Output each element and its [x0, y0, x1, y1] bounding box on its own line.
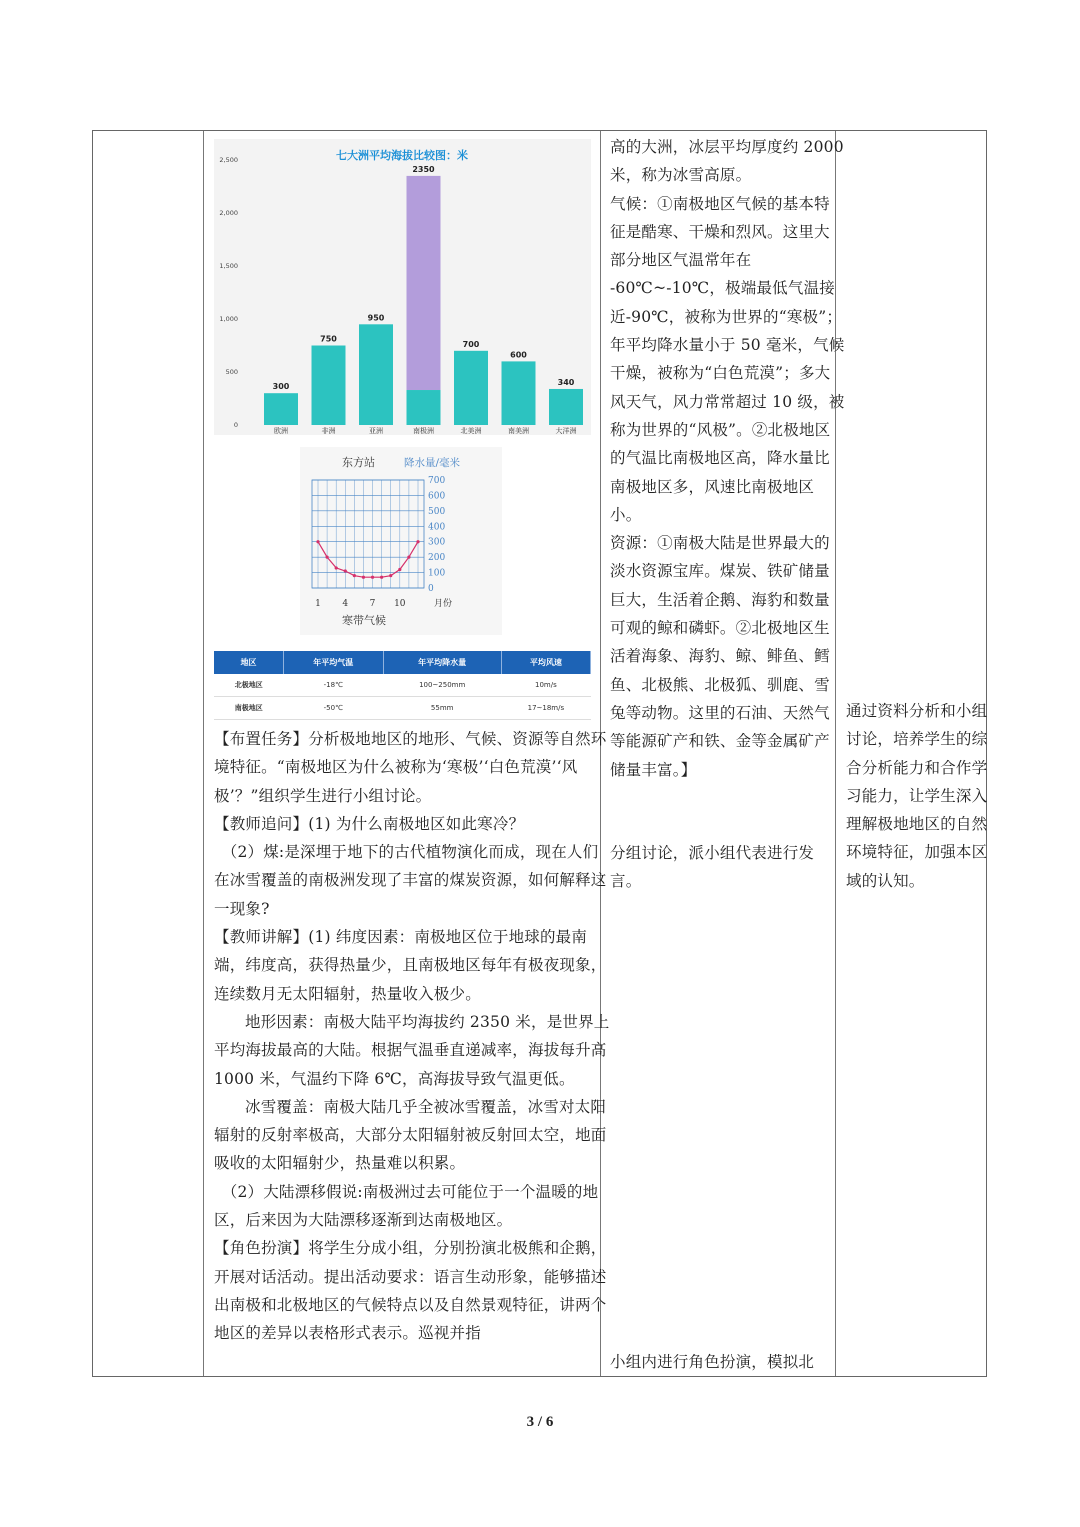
station-name: 东方站 [342, 456, 375, 469]
paragraph: 冰雪覆盖：南极大陆几乎全被冰雪覆盖，冰雪对太阳辐射的反射率极高，大部分太阳辐射被反射回太空，地面吸收的太阳辐射少，热量难以积累。 [214, 1097, 607, 1173]
category-label: 北美洲 [460, 427, 482, 435]
bar [312, 346, 346, 426]
category-label: 欧洲 [274, 427, 288, 435]
x-tick-label: 4 [342, 599, 349, 609]
data-point [389, 574, 392, 577]
y-tick-label: 400 [428, 522, 446, 533]
paragraph: 资源：①南极大陆是世界最大的淡水资源宝库。煤炭、铁矿储量巨大，生活着企鹅、海豹和数量可观的鲸和磷虾。②北极地区生活着海象、海豹、鲸、鲱鱼、鳕鱼、北极熊、北极狐、驯鹿、雪兔等动物。这里的石油、天然气等能源矿产和铁、金等金属矿产储量丰富。】 [610, 534, 830, 779]
y-tick-label: 0 [233, 421, 238, 429]
teacher-activity-column [204, 131, 610, 1376]
y-tick-label: 300 [428, 537, 446, 548]
table-cell: 北极地区 [214, 674, 284, 697]
student-activity-column [601, 131, 845, 1376]
data-point [371, 576, 374, 579]
lesson-table [92, 130, 987, 1377]
x-axis-label: 月份 [434, 599, 453, 609]
category-label: 大洋洲 [555, 427, 577, 435]
paragraph: （2）煤:是深埋于地下的古代植物演化而成，现在人们在冰雪覆盖的南极洲发现了丰富的煤炭资源，如何解释这一现象? [214, 843, 607, 918]
y-tick-label: 1,500 [219, 262, 238, 270]
data-point [335, 566, 338, 569]
paragraph: 【角色扮演】将学生分成小组，分别扮演北极熊和企鹅，开展对话活动。提出活动要求：语言生动形象，能够描述出南极和北极地区的气候特点以及自然景观特征，讲两个地区的差异以表格形式表示。巡视并指 [214, 1239, 607, 1343]
data-point [380, 576, 383, 579]
group-discussion-text [601, 839, 853, 896]
y-tick-label: 200 [428, 553, 446, 564]
bar-highlight [407, 176, 441, 390]
paragraph: （2）大陆漂移假说:南极洲过去可能位于一个温暖的地区，后来因为大陆漂移逐渐到达南极地区。 [214, 1182, 599, 1230]
data-label: 700 [462, 339, 480, 349]
paragraph: 高的大洲，冰层平均厚度约 2000 米，称为冰雪高原。 [610, 138, 844, 185]
teacher-activity-text [204, 725, 619, 1348]
elevation-bar-chart [214, 139, 591, 435]
bar [264, 393, 298, 425]
table-cell: 55mm [383, 697, 501, 720]
bar [359, 324, 393, 425]
bar [407, 390, 441, 425]
data-label: 600 [510, 350, 527, 360]
table-cell: 南极地区 [214, 697, 284, 720]
table-row [214, 697, 591, 720]
data-label: 340 [557, 377, 575, 387]
paragraph: 【教师追问】(1) 为什么南极地区如此寒冷？ [214, 814, 525, 833]
table-cell: -18℃ [284, 674, 384, 697]
y-tick-label: 1,000 [219, 315, 238, 323]
x-tick-label: 10 [394, 599, 406, 609]
category-label: 非洲 [321, 427, 336, 435]
table-cell: 17~18m/s [501, 697, 590, 720]
table-cell: -50℃ [284, 697, 384, 720]
x-tick-label: 7 [369, 599, 376, 609]
design-intent-column [836, 131, 988, 1376]
data-point [407, 556, 410, 559]
paragraph: 【教师讲解】(1) 纬度因素：南极地区位于地球的最南端，纬度高，获得热量少，且南极地区每年有极夜现象，连续数月无太阳辐射，热量收入极少。 [214, 928, 607, 1003]
data-point [362, 576, 365, 579]
role-play-text [601, 1348, 853, 1376]
data-label: 300 [272, 382, 290, 392]
stage-column [93, 131, 204, 1376]
y-tick-label: 600 [428, 491, 446, 502]
data-point [344, 569, 347, 572]
paragraph: 分组讨论，派小组代表进行发言。 [610, 844, 815, 891]
table-header: 年平均气温 [284, 651, 384, 674]
bar [502, 361, 536, 425]
y-tick-label: 2,500 [219, 156, 238, 164]
paragraph: 地形因素：南极大陆平均海拔约 2350 米，是世界上平均海拔最高的大陆。根据气温垂直递减率，海拔每升高 1000 米，气温约下降 6℃，高海拔导致气温更低。 [214, 1012, 610, 1088]
category-label: 亚洲 [369, 427, 383, 435]
bar [549, 389, 583, 425]
data-label: 750 [320, 334, 337, 344]
table-row [214, 674, 591, 697]
y-axis-label: 降水量/毫米 [404, 457, 461, 469]
paragraph: 小组内进行角色扮演，模拟北 [610, 1353, 815, 1371]
data-point [416, 540, 419, 543]
y-tick-label: 500 [225, 368, 238, 376]
x-tick-label: 1 [315, 599, 321, 609]
y-tick-label: 700 [428, 476, 446, 486]
paragraph: 【布置任务】分析极地地区的地形、气候、资源等自然环境特征。“南极地区为什么被称为‘寒极’‘白色荒漠’‘风极’？”组织学生进行小组讨论。 [214, 730, 607, 805]
data-point [353, 574, 356, 577]
y-tick-label: 500 [428, 506, 446, 517]
paragraph: 气候：①南极地区气候的基本特征是酷寒、干燥和烈风。这里大部分地区气温常年在 -60℃~-10℃，极端最低气温接近-90℃，被称为世界的“寒极”；年平均降水量小于 50 毫米，气候干燥，被称为“白色荒漠”；多大风天气，风力常常超过 10 级，被称为世界的“风极”。②北极地区的气温比南极地区高，降水量比南极地区多，风速比南极地区小。 [610, 194, 845, 524]
climate-caption: 寒带气候 [342, 614, 386, 627]
table-header: 年平均降水量 [383, 651, 501, 674]
paragraph: 通过资料分析和小组讨论，培养学生的综合分析能力和合作学习能力，让学生深入理解极地地区的自然环境特征，加强本区域的认知。 [846, 702, 988, 890]
data-point [325, 556, 328, 559]
page-number: 3 / 6 [526, 1414, 554, 1430]
data-label: 2350 [412, 164, 435, 174]
data-label: 950 [367, 313, 385, 323]
y-tick-label: 2,000 [219, 209, 238, 217]
design-intent-text [836, 697, 1004, 895]
table-cell: 100~250mm [383, 674, 501, 697]
data-point [398, 568, 401, 571]
precipitation-line-chart [300, 447, 502, 635]
category-label: 南美洲 [508, 427, 529, 435]
table-cell: 10m/s [501, 674, 590, 697]
data-point [316, 540, 319, 543]
y-tick-label: 100 [428, 568, 446, 579]
category-label: 南极洲 [413, 427, 434, 435]
y-tick-label: 0 [428, 584, 434, 594]
bar [454, 351, 488, 425]
climate-comparison-table [214, 651, 591, 720]
student-activity-text [601, 133, 853, 784]
precipitation-line [318, 542, 418, 578]
table-header: 地区 [214, 651, 284, 674]
plot-frame [312, 480, 424, 588]
chart-title: 七大洲平均海拔比较图：米 [336, 149, 468, 162]
table-header: 平均风速 [501, 651, 590, 674]
